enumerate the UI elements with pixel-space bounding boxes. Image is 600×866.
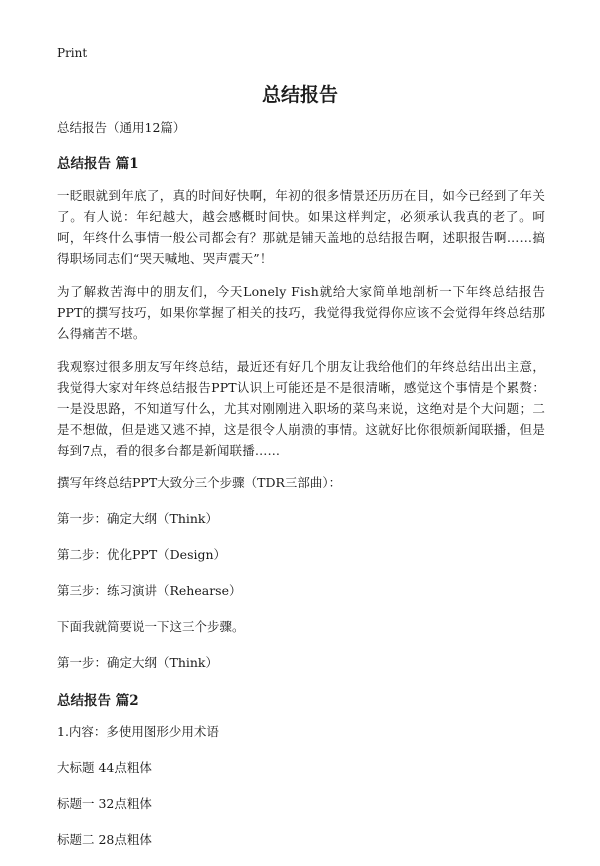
text-line: 标题二 28点粗体 xyxy=(57,832,152,847)
text-line: 大标题 44点粗体 xyxy=(57,760,152,775)
page-title: 总结报告 xyxy=(261,84,338,106)
paragraph: 为了解救苦海中的朋友们，今天Lonely Fish就给大家简单地剖析一下年终总结报告PPT的撰写技巧，如果你掌握了相关的技巧，我觉得我觉得你应该不会觉得年终总结那么得痛苦不堪。 xyxy=(57,284,545,341)
section-heading-1: 总结报告 篇1 xyxy=(57,156,139,172)
text-line: 下面我就简要说一下这三个步骤。 xyxy=(57,619,245,634)
paragraph: 一眨眼就到年底了，真的时间好快啊，年初的很多情景还历历在目，如今已经到了年关了。有人说：年纪越大，越会感概时间快。如果这样判定，必须承认我真的老了。呵呵，年终什么事情一般公司都会有？那就是铺天盖地的总结报告啊，述职报告啊……搞得职场同志们“哭天喊地、哭声震天”！ xyxy=(57,188,545,266)
section-heading-2: 总结报告 篇2 xyxy=(57,693,139,709)
text-line: 标题一 32点粗体 xyxy=(57,796,152,811)
document-body xyxy=(57,118,545,866)
print-link[interactable]: Print xyxy=(57,46,88,60)
step-line: 第三步：练习演讲（Rehearse） xyxy=(57,583,242,598)
step-line: 第一步：确定大纲（Think） xyxy=(57,511,219,526)
text-line: 撰写年终总结PPT大致分三个步骤（TDR三部曲）： xyxy=(57,475,342,490)
document-subtitle: 总结报告（通用12篇） xyxy=(57,120,186,135)
paragraph: 我观察过很多朋友写年终总结，最近还有好几个朋友让我给他们的年终总结出出主意，我觉得大家对年终总结报告PPT认识上可能还是不是很清晰，感觉这个事情是个累赘：一是没思路，不知道写什么，尤其对刚刚进入职场的菜鸟来说，这绝对是个大问题；二是不想做，但是逃又逃不掉，这是很令人崩溃的事情。这就好比你很烦新闻联播，但是每到7点，看的很多台都是新闻联播…… xyxy=(57,359,545,458)
step-line: 第一步：确定大纲（Think） xyxy=(57,655,219,670)
step-line: 第二步：优化PPT（Design） xyxy=(57,547,227,562)
text-line: 1.内容：多使用图形少用术语 xyxy=(57,724,219,739)
